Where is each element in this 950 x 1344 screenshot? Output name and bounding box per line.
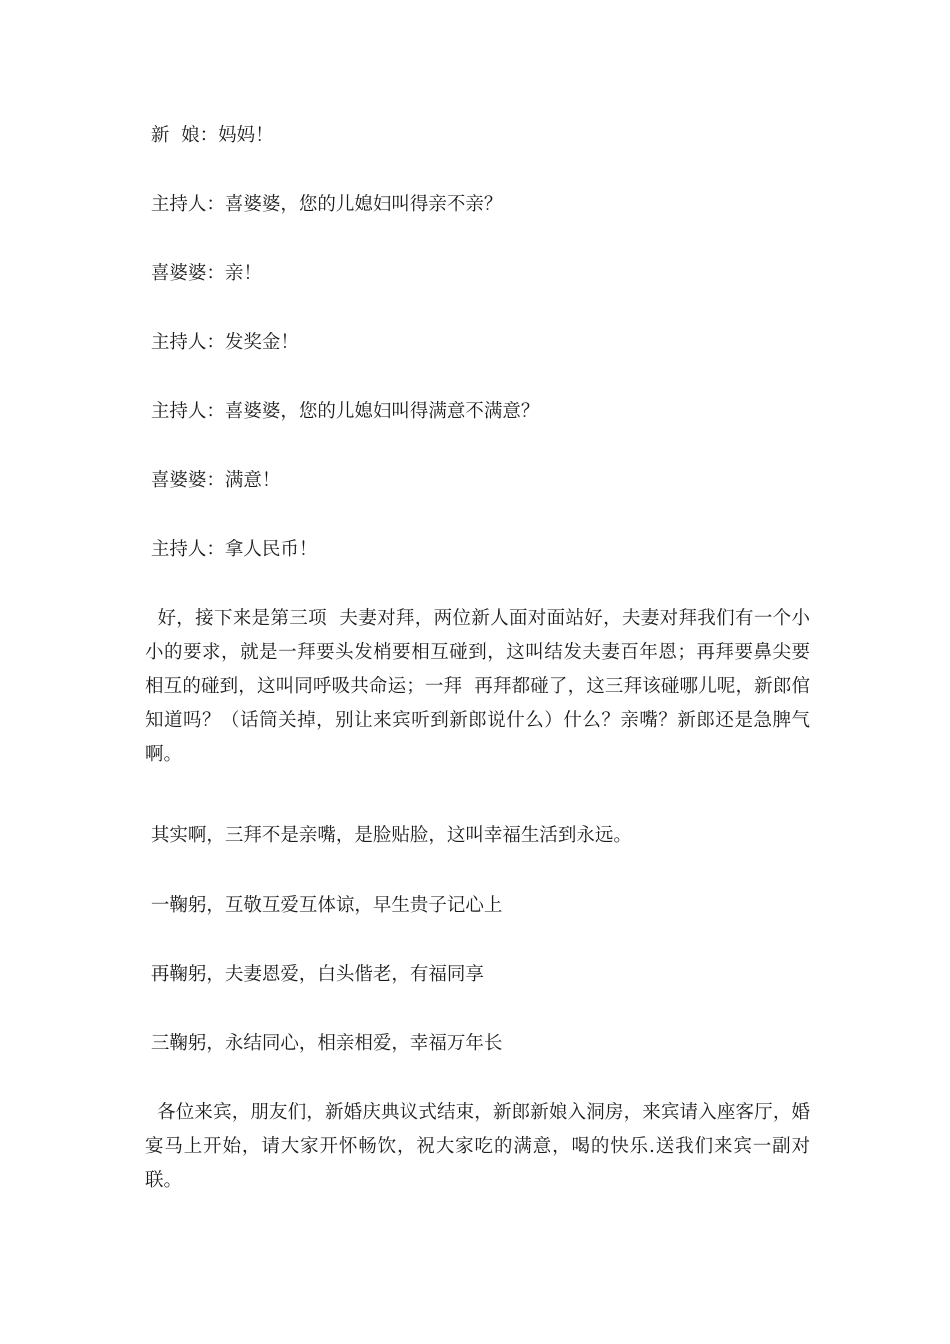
paragraph-mother-answer-1: 喜婆婆：亲！	[145, 263, 262, 284]
paragraph-host-question-1: 主持人：喜婆婆，您的儿媳妇叫得亲不亲？	[145, 194, 503, 215]
paragraph-host-bonus: 主持人：发奖金！	[145, 332, 299, 353]
paragraph-closing: 各位来宾，朋友们，新婚庆典议式结束，新郎新娘入洞房，来宾请入座客厅，婚宴马上开始，请大家开怀畅饮，祝大家吃的满意，喝的快乐.送我们来宾一副对联。	[145, 1102, 810, 1191]
paragraph-third-bow-explained: 其实啊，三拜不是亲嘴，是脸贴脸，这叫幸福生活到永远。	[145, 825, 632, 846]
paragraph-host-money: 主持人：拿人民币！	[145, 539, 318, 560]
paragraph-mother-answer-2: 喜婆婆：满意！	[145, 470, 281, 491]
paragraph-first-bow: 一鞠躬，互敬互爱互体谅，早生贵子记心上	[145, 895, 503, 916]
paragraph-second-bow: 再鞠躬，夫妻恩爱，白头偕老，有福同享	[145, 964, 484, 985]
paragraph-host-question-2: 主持人：喜婆婆，您的儿媳妇叫得满意不满意？	[145, 401, 540, 422]
paragraph-bride-line: 新 娘：妈妈！	[145, 125, 274, 146]
paragraph-third-bow: 三鞠躬，永结同心，相亲相爱，幸福万年长	[145, 1033, 503, 1054]
paragraph-third-ritual: 好，接下来是第三项 夫妻对拜，两位新人面对面站好，夫妻对拜我们有一个小小的要求，就是一拜要头发梢要相互碰到，这叫结发夫妻百年恩；再拜要鼻尖要相互的碰到，这叫同呼吸共命运；一拜 再拜都碰了，这三拜该碰哪儿呢，新郎倌知道吗？（话筒关掉，别让来宾听到新郎说什么）什么？亲嘴？新郎还是急脾气啊。	[145, 608, 810, 765]
